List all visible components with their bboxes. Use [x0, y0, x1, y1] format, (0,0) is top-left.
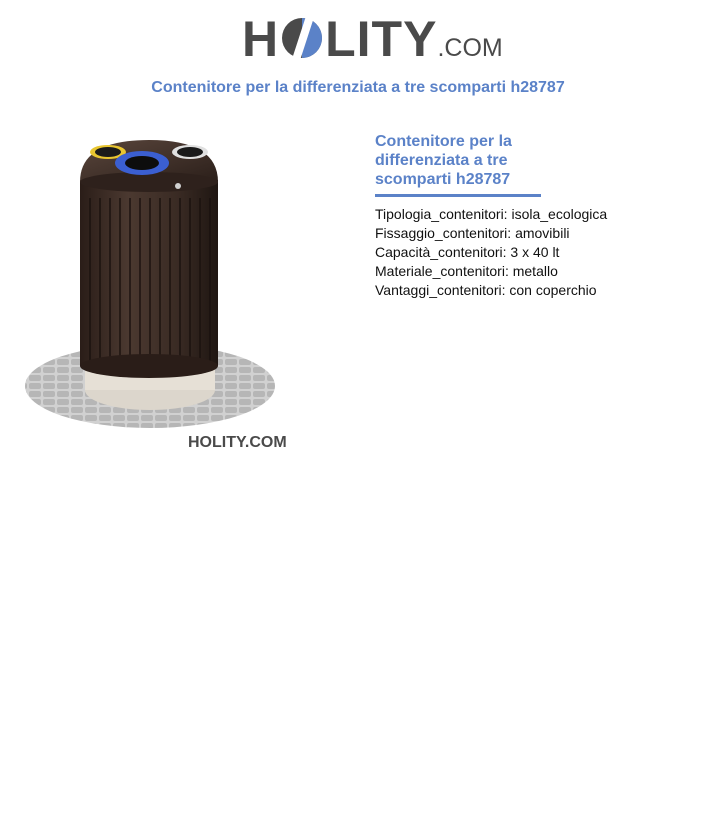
spec-materiale: Materiale_contenitori: metallo — [375, 263, 558, 279]
watermark-text: HOLITY.COM — [188, 434, 287, 451]
product-image[interactable] — [0, 118, 320, 478]
logo-com: .COM — [437, 34, 503, 62]
product-title-line: scomparti h28787 — [375, 171, 511, 188]
spec-capacita: Capacità_contenitori: 3 x 40 lt — [375, 244, 560, 260]
logo-letters-lity: LITY — [325, 11, 438, 67]
logo-letter-h: H — [242, 11, 280, 67]
watermark-logo — [188, 434, 287, 451]
product-specs — [375, 205, 607, 300]
logo-o-icon — [280, 16, 324, 60]
page-title: Contenitore per la differenziata a tre scomparti h28787 — [151, 79, 565, 96]
product-title-line: Contenitore per la — [375, 133, 512, 150]
logo-wordmark — [242, 11, 503, 73]
title-underline — [375, 194, 541, 197]
spec-tipologia: Tipologia_contenitori: isola_ecologica — [375, 206, 608, 222]
spec-vantaggi: Vantaggi_contenitori: con coperchio — [375, 282, 597, 298]
product-title-line: differenziata a tre — [375, 152, 508, 169]
spec-fissaggio: Fissaggio_contenitori: amovibili — [375, 225, 570, 241]
product-title — [375, 132, 545, 189]
